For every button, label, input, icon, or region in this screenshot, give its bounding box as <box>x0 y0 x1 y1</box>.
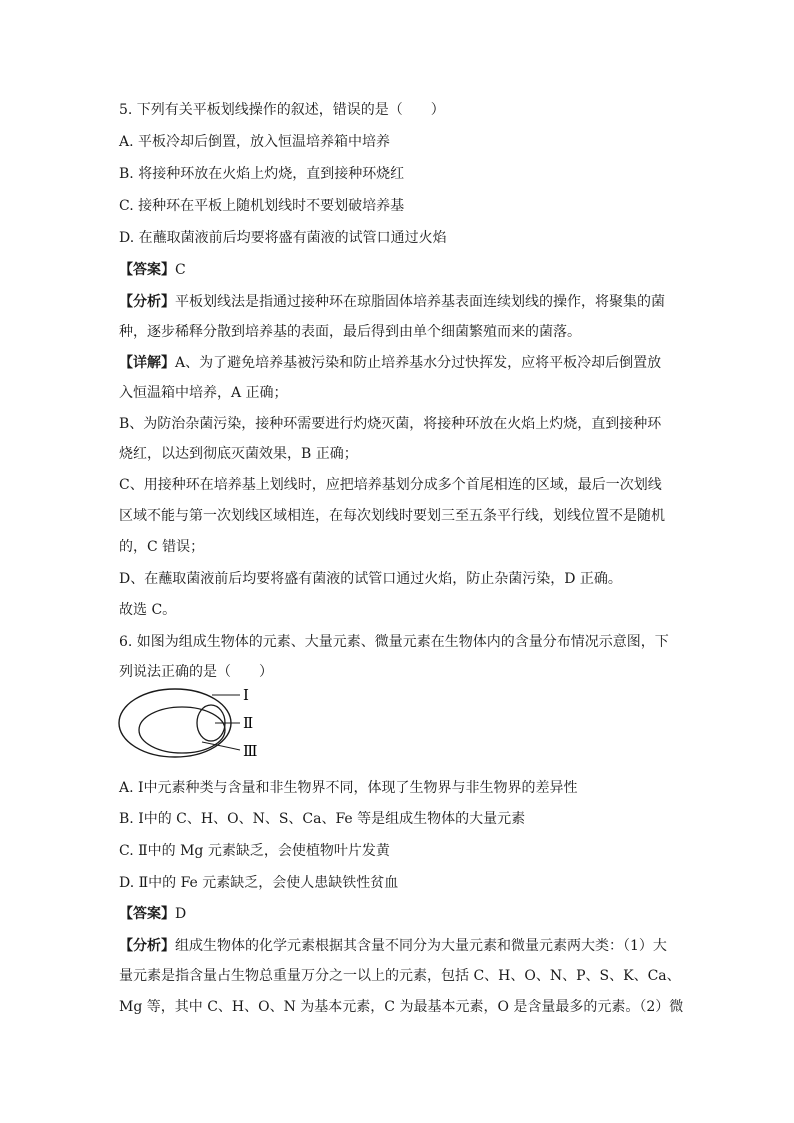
analysis-text: 组成生物体的化学元素根据其含量不同分为大量元素和微量元素两大类：（1）大 <box>175 938 667 954</box>
answer-tag: 【答案】 <box>119 262 175 278</box>
question-6-stem-line-1: 6. 如图为组成生物体的元素、大量元素、微量元素在生物体内的含量分布情况示意图，下 <box>119 634 669 650</box>
analysis-tag: 【分析】 <box>119 938 175 954</box>
question-5-detail-line-5: C、用接种环在培养基上划线时，应把培养基划分成多个首尾相连的区域，最后一次划线 <box>119 477 662 493</box>
question-5-answer <box>119 260 186 280</box>
question-6-answer <box>119 904 186 924</box>
detail-text: A、为了避免培养基被污染和防止培养基水分过快挥发，应将平板冷却后倒置放 <box>175 355 662 371</box>
question-5-option-d: D. 在蘸取菌液前后均要将盛有菌液的试管口通过火焰 <box>119 230 447 246</box>
answer-value: C <box>175 262 186 278</box>
question-5-detail-line-1 <box>119 353 661 373</box>
detail-tag: 【详解】 <box>119 355 175 371</box>
question-6-option-b: B. Ⅰ中的 C、H、O、N、S、Ca、Fe 等是组成生物体的大量元素 <box>119 811 526 827</box>
question-5-detail-line-3: B、为防治杂菌污染，接种环需要进行灼烧灭菌，将接种环放在火焰上灼烧，直到接种环 <box>119 416 662 432</box>
label-I: Ⅰ <box>243 686 249 704</box>
question-5-detail-line-8: D、在蘸取菌液前后均要将盛有菌液的试管口通过火焰，防止杂菌污染，D 正确。 <box>119 571 622 587</box>
question-6-option-c: C. Ⅱ中的 Mg 元素缺乏，会使植物叶片发黄 <box>119 843 390 859</box>
question-5-analysis-line-1 <box>119 292 665 312</box>
answer-value: D <box>175 906 187 922</box>
question-6-stem-line-2: 列说法正确的是（ ） <box>119 664 273 680</box>
question-5-detail-line-7: 的，C 错误； <box>119 539 205 555</box>
analysis-tag: 【分析】 <box>119 294 175 310</box>
question-5-option-c: C. 接种环在平板上随机划线时不要划破培养基 <box>119 198 405 214</box>
question-5-option-a: A. 平板冷却后倒置，放入恒温培养箱中培养 <box>119 134 391 150</box>
answer-tag: 【答案】 <box>119 906 175 922</box>
analysis-text: 平板划线法是指通过接种环在琼脂固体培养基表面连续划线的操作，将聚集的菌 <box>175 294 665 310</box>
label-II: Ⅱ <box>243 714 254 732</box>
question-5-conclusion: 故选 C。 <box>119 602 177 618</box>
question-6-option-a: A. Ⅰ中元素种类与含量和非生物界不同，体现了生物界与非生物界的差异性 <box>119 780 578 796</box>
question-5-option-b: B. 将接种环放在火焰上灼烧，直到接种环烧红 <box>119 166 405 182</box>
element-venn-diagram <box>116 684 276 764</box>
question-5-detail-line-4: 烧红，以达到彻底灭菌效果，B 正确； <box>119 446 358 462</box>
question-5-detail-line-6: 区域不能与第一次划线区域相连，在每次划线时要划三至五条平行线，划线位置不是随机 <box>119 508 665 524</box>
question-6-analysis-line-2: 量元素是指含量占生物总重量万分之一以上的元素，包括 C、H、O、N、P、S、K、Ca、 <box>119 968 681 984</box>
label-III: Ⅲ <box>243 742 258 760</box>
question-5-analysis-line-2: 种，逐步稀释分散到培养基的表面，最后得到由单个细菌繁殖而来的菌落。 <box>119 324 581 340</box>
question-6-analysis-line-1 <box>119 936 667 956</box>
outer-ellipse-I <box>119 689 231 757</box>
question-6-analysis-line-3: Mg 等，其中 C、H、O、N 为基本元素，C 为最基本元素，O 是含量最多的元素。（2）微 <box>119 999 684 1015</box>
question-6-option-d: D. Ⅱ中的 Fe 元素缺乏，会使人患缺铁性贫血 <box>119 875 399 891</box>
inner-ellipse-III <box>139 707 225 753</box>
question-5-detail-line-2: 入恒温箱中培养，A 正确； <box>119 385 288 401</box>
question-5-stem: 5. 下列有关平板划线操作的叙述，错误的是（ ） <box>119 102 445 118</box>
